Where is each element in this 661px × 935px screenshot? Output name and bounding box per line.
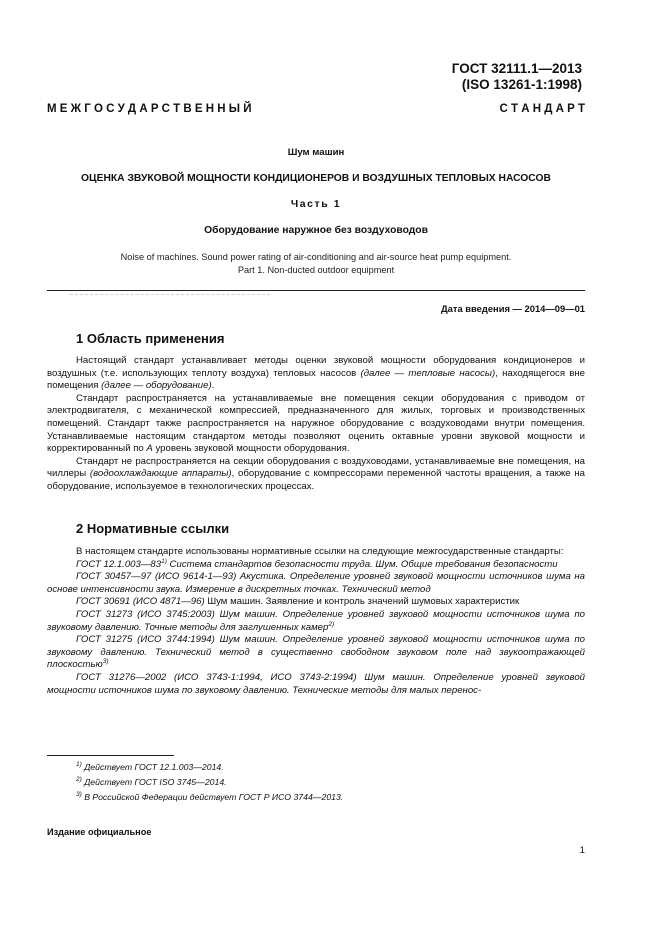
reference-item: ГОСТ 12.1.003—83$^{1)}$ Система стандартов безопасности труда. Шум. Общие требования безопасности <box>76 557 558 570</box>
footnote: $^{3)}$ В Российской Федерации действует ГОСТ Р ИСО 3744—2013. <box>76 791 344 802</box>
banner-word-standard: С Т А Н Д А Р Т <box>499 103 585 115</box>
reference-item: ГОСТ 31276—2002 (ИСО 3743-1:1994, ИСО 3743-2:1994) Шум машин. Определение уровней звуковой мощности источников шума по звуковому давлению. Технические методы для малых перенос- <box>47 671 585 696</box>
reference-item: ГОСТ 31275 (ИСО 3744:1994) Шум машин. Определение уровней звуковой мощности источников шума по звуковому давлению. Технический метод в существенно свободном звуковом поле над звукоотражающей плоскостью$^{3)}$ <box>47 634 585 671</box>
document-subtitle: Шум машин <box>287 147 345 158</box>
standard-number: ГОСТ 32111.1—2013 <box>451 61 582 76</box>
reference-item: ГОСТ 30457—97 (ИСО 9614-1—93) Акустика. Определение уровней звуковой мощности источников шума на основе интенсивности звука. Измерение в дискретных точках. Технический метод <box>47 571 585 595</box>
divider-shadow <box>70 294 270 295</box>
section-2-body <box>47 546 585 697</box>
paragraph: В настоящем стандарте использованы нормативные ссылки на следующие межгосударственные стандарты: <box>76 546 564 557</box>
english-title <box>47 251 585 277</box>
iso-number: (ISO 13261-1:1998) <box>461 77 582 92</box>
reference-item: ГОСТ 31273 (ИСО 3745:2003) Шум машин. Определение уровней звуковой мощности источников шума по звуковому давлению. Точные методы для заглушенных камер$^{2)}$ <box>47 608 585 633</box>
introduction-date: Дата введения — 2014—09—01 <box>440 303 585 314</box>
english-title-line-2: Part 1. Non-ducted outdoor equipment <box>237 265 395 275</box>
paragraph: Стандарт не распространяется на секции оборудования с воздуховодами, устанавливаемые вне помещения, на чиллеры (водоохлаждающие аппараты), оборудование с компрессорами переменной частоты вращения, а также на оборудование, используемое в технологических процессах. <box>47 455 585 492</box>
title-divider <box>47 290 585 291</box>
page-number: 1 <box>579 845 585 856</box>
edition-note: Издание официальное <box>47 827 152 837</box>
section-1-body <box>47 355 585 494</box>
banner-word-interstate: М Е Ж Г О С У Д А Р С Т В Е Н Н Ы Й <box>47 103 252 115</box>
document-title: ОЦЕНКА ЗВУКОВОЙ МОЩНОСТИ КОНДИЦИОНЕРОВ И ВОЗДУШНЫХ ТЕПЛОВЫХ НАСОСОВ <box>81 173 551 184</box>
part-title: Оборудование наружное без воздуховодов <box>204 225 428 236</box>
standard-designation <box>452 61 582 93</box>
section-2-heading: 2 Нормативные ссылки <box>76 521 230 536</box>
section-1-heading: 1 Область применения <box>76 331 225 346</box>
paragraph: Стандарт распространяется на устанавливаемые вне помещения секции оборудования с приводом от электродвигателя, с механической компрессией, предназначенного для жилых, торговых и производственных помещений. Стандарт также распространяется на наружное оборудование с воздуховодами внутри помещения. Устанавливаемые настоящим стандартом методы позволяют оценить октавные уровни звуковой мощности и корректированный по А уровень звуковой мощности оборудования. <box>47 392 585 455</box>
paragraph: Настоящий стандарт устанавливает методы оценки звуковой мощности оборудования кондиционеров и воздушных (т.е. использующих теплоту воздуха) тепловых насосов (далее — тепловые насосы), находящегося вне помещения (далее — оборудование). <box>47 355 586 392</box>
footnote: $^{1)}$ Действует ГОСТ 12.1.003—2014. <box>76 761 224 772</box>
footnote-separator <box>47 755 174 756</box>
standard-type-banner <box>47 103 585 115</box>
part-label: Часть 1 <box>290 199 342 210</box>
footnote: $^{2)}$ Действует ГОСТ ISO 3745—2014. <box>76 776 227 787</box>
english-title-line-1: Noise of machines. Sound power rating of air-conditioning and air-source heat pump equipment. <box>120 252 512 262</box>
footnotes <box>76 760 343 805</box>
reference-item: ГОСТ 30691 (ИСО 4871—96) Шум машин. Заявление и контроль значений шумовых характеристик <box>76 596 520 608</box>
